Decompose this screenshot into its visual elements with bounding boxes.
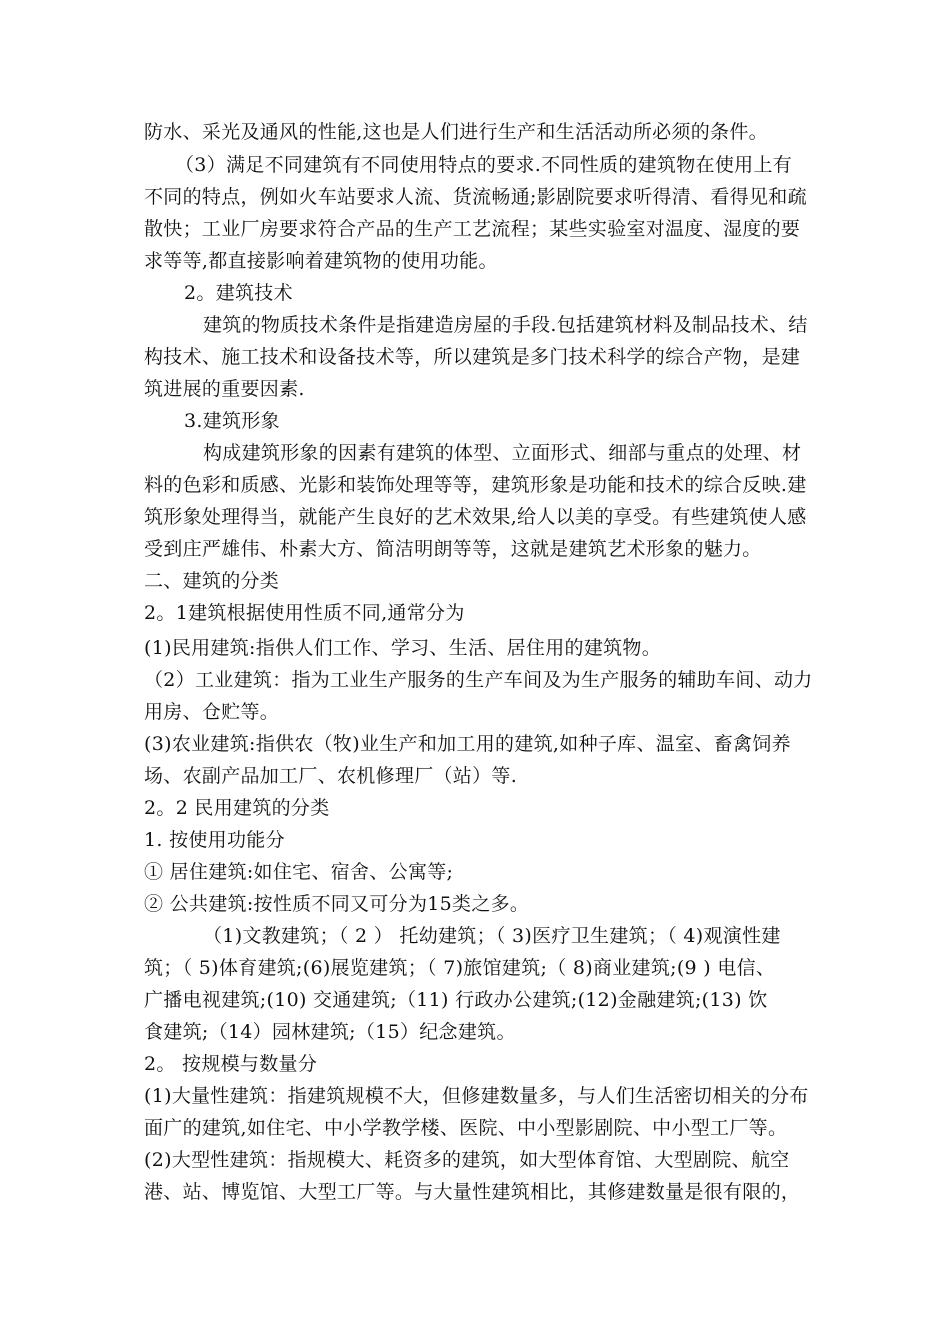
text-line: 食建筑;（14）园林建筑;（15）纪念建筑。 <box>144 1021 516 1043</box>
text-line: 不同的特点，例如火车站要求人流、货流畅通;影剧院要求听得清、看得见和疏 <box>144 186 807 208</box>
text-line: 建筑的物质技术条件是指建造房屋的手段.包括建筑材料及制品技术、结 <box>203 314 808 336</box>
text-line: （3）满足不同建筑有不同使用特点的要求.不同性质的建筑物在使用上有 <box>175 154 793 176</box>
text-line: （2）工业建筑：指为工业生产服务的生产车间及为生产服务的辅助车间、动力 <box>144 669 813 691</box>
text-line: (2)大型性建筑：指规模大、耗资多的建筑，如大型体育馆、大型剧院、航空 <box>144 1149 790 1171</box>
text-line: ② 公共建筑:按性质不同又可分为15类之多。 <box>144 893 530 915</box>
text-line: 构技术、施工技术和设备技术等，所以建筑是多门技术科学的综合产物，是建 <box>144 346 801 368</box>
subsection-heading: 2。 按规模与数量分 <box>144 1053 318 1075</box>
section-heading: 二、建筑的分类 <box>144 570 280 592</box>
text-line: (1)大量性建筑：指建筑规模不大，但修建数量多，与人们生活密切相关的分布 <box>144 1085 809 1107</box>
text-line: 防水、采光及通风的性能,这也是人们进行生产和生活活动所必须的条件。 <box>144 121 768 143</box>
text-line: 料的色彩和质感、光影和装饰处理等等，建筑形象是功能和技术的综合反映.建 <box>144 474 807 496</box>
subsection-heading: 1. 按使用功能分 <box>144 829 285 851</box>
subsection-heading: 2。1建筑根据使用性质不同,通常分为 <box>144 602 465 624</box>
text-line: 筑进展的重要因素. <box>144 378 305 400</box>
text-line: (3)农业建筑:指供农（牧)业生产和加工用的建筑,如种子库、温室、畜禽饲养 <box>144 733 791 755</box>
text-line: 用房、仓贮等。 <box>144 701 280 723</box>
section-heading: 2。建筑技术 <box>184 282 293 304</box>
text-line: 港、站、博览馆、大型工厂等。与大量性建筑相比，其修建数量是很有限的， <box>144 1181 801 1203</box>
text-line: 场、农副产品加工厂、农机修理厂（站）等. <box>144 765 518 787</box>
text-line: （1)文教建筑；（ 2 ） 托幼建筑；（ 3)医疗卫生建筑；（ 4)观演性建 <box>203 925 781 947</box>
text-line: 筑形象处理得当，就能产生良好的艺术效果,给人以美的享受。有些建筑使人感 <box>144 506 807 528</box>
text-line: 广播电视建筑;(10) 交通建筑;（11) 行政办公建筑;(12)金融建筑;(13) 饮 <box>144 989 768 1011</box>
text-line: (1)民用建筑:指供人们工作、学习、生活、居住用的建筑物。 <box>144 637 662 659</box>
text-line: 筑；（ 5)体育建筑;(6)展览建筑；（ 7)旅馆建筑;（ 8)商业建筑;(9 ) 电信、 <box>144 957 776 979</box>
text-line: 求等等,都直接影响着建筑物的使用功能。 <box>144 250 498 272</box>
text-line: 构成建筑形象的因素有建筑的体型、立面形式、细部与重点的处理、材 <box>203 442 802 464</box>
subsection-heading: 2。2 民用建筑的分类 <box>144 797 330 819</box>
text-line: 面广的建筑,如住宅、中小学教学楼、医院、中小型影剧院、中小型工厂等。 <box>144 1117 788 1139</box>
section-heading: 3.建筑形象 <box>184 410 280 432</box>
text-line: 散快；工业厂房要求符合产品的生产工艺流程；某些实验室对温度、湿度的要 <box>144 218 801 240</box>
text-line: 受到庄严雄伟、朴素大方、简洁明朗等等，这就是建筑艺术形象的魅力。 <box>144 538 762 560</box>
text-line: ① 居住建筑:如住宅、宿舍、公寓等; <box>144 861 454 883</box>
